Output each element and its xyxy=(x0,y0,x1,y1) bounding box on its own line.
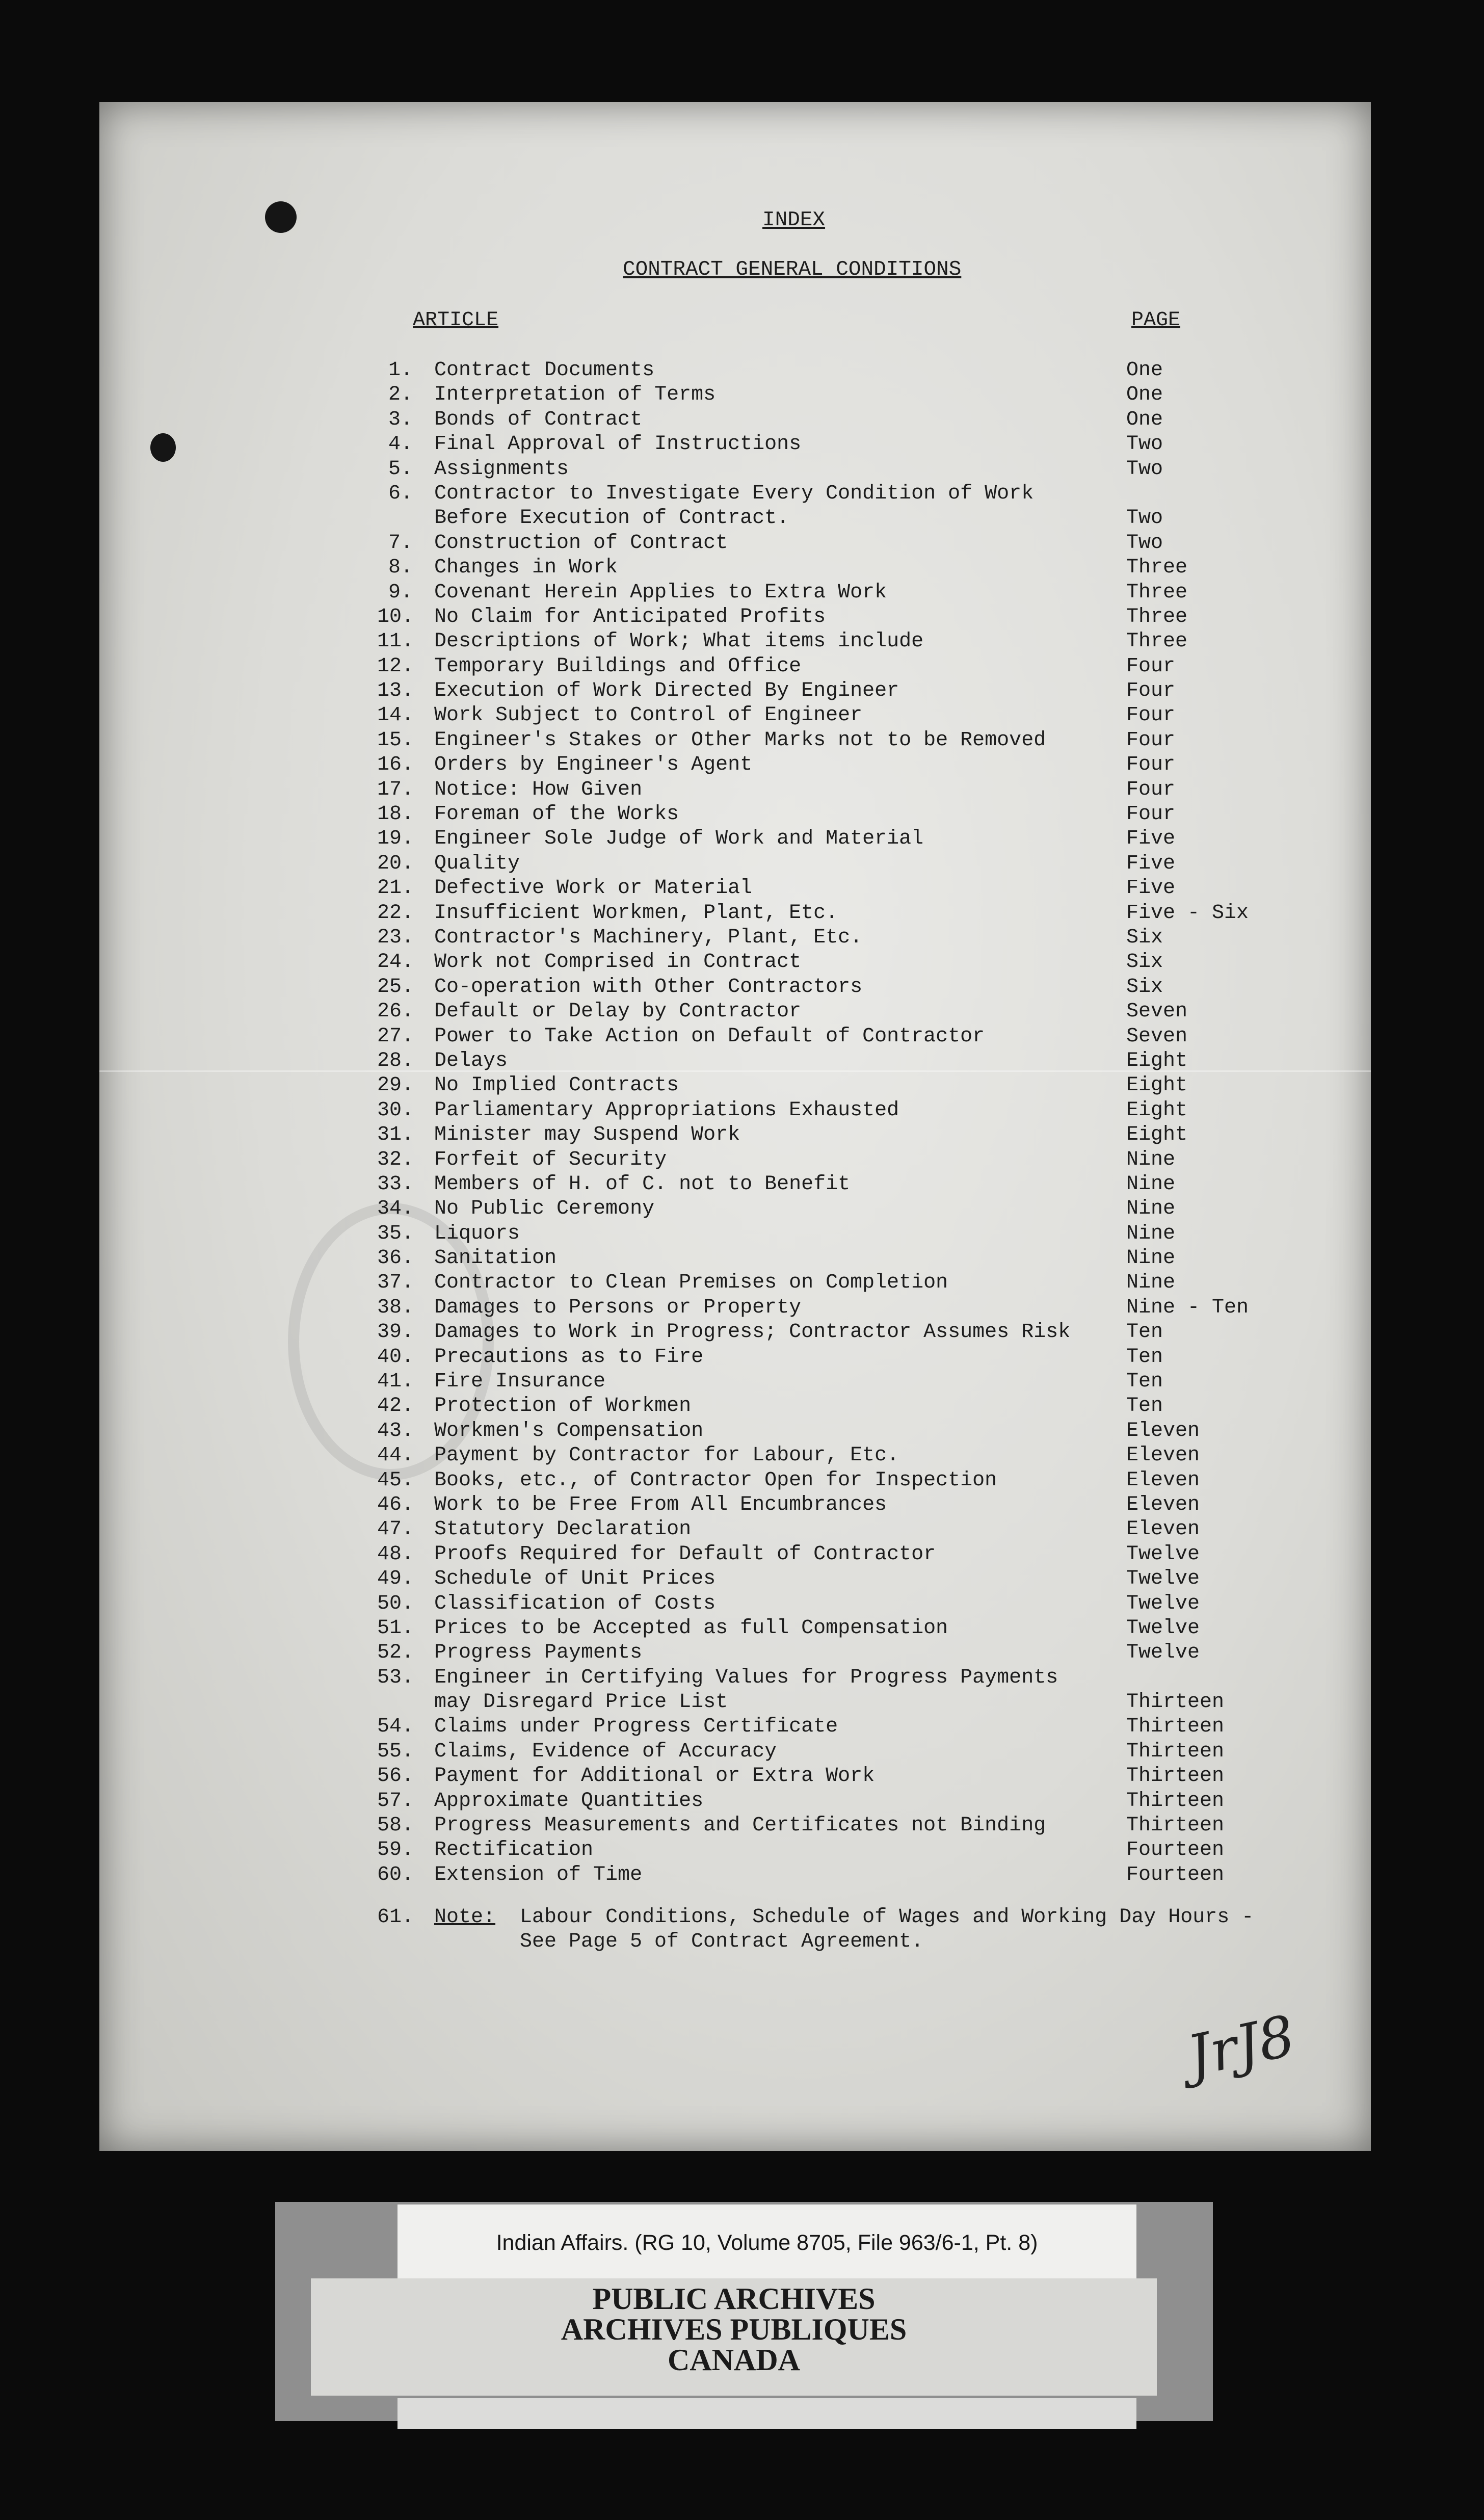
entry-number: 22. xyxy=(377,901,414,925)
entry-page: Six xyxy=(1126,951,1163,974)
page-title: INDEX xyxy=(762,208,826,232)
entry-title: Engineer in Certifying Values for Progress Payments xyxy=(434,1666,1058,1689)
entry-page: Six xyxy=(1126,926,1163,949)
entry-number: 52. xyxy=(377,1641,414,1665)
entry-title: Approximate Quantities xyxy=(434,1789,704,1813)
entry-page: Four xyxy=(1126,728,1176,752)
entry-number: 34. xyxy=(377,1197,414,1221)
entry-title: Delays xyxy=(434,1049,508,1072)
entry-title: Payment by Contractor for Labour, Etc. xyxy=(434,1444,899,1467)
index-entry xyxy=(377,1715,1335,1739)
entry-number: 12. xyxy=(377,654,414,678)
index-entry xyxy=(377,1370,1335,1394)
entry-page: Thirteen xyxy=(1126,1715,1225,1739)
index-entry xyxy=(377,1666,1335,1690)
entry-number: 37. xyxy=(377,1271,414,1295)
entry-number: 54. xyxy=(377,1715,414,1739)
entry-title: Interpretation of Terms xyxy=(434,383,716,407)
index-entry xyxy=(377,1814,1335,1838)
entry-number: 48. xyxy=(377,1542,414,1566)
entry-page: Four xyxy=(1126,778,1176,801)
entry-number: 27. xyxy=(377,1025,414,1048)
entry-title: Extension of Time xyxy=(434,1863,643,1886)
index-entry xyxy=(377,1148,1335,1172)
note-text-line2: See Page 5 of Contract Agreement. xyxy=(520,1930,924,1954)
entry-number: 50. xyxy=(377,1592,414,1615)
entry-number: 42. xyxy=(377,1395,414,1418)
index-entry xyxy=(377,876,1335,901)
entry-number: 3. xyxy=(388,408,413,431)
index-entry xyxy=(377,1025,1335,1049)
entry-number: 53. xyxy=(377,1666,414,1689)
index-entry xyxy=(377,1764,1335,1789)
index-entry xyxy=(377,975,1335,1000)
entry-title: Contract Documents xyxy=(434,359,655,382)
entry-page: Eleven xyxy=(1126,1419,1200,1442)
entry-page: Nine - Ten xyxy=(1126,1296,1249,1319)
index-entry xyxy=(377,482,1335,506)
entry-number: 29. xyxy=(377,1074,414,1097)
entry-title: Progress Payments xyxy=(434,1641,643,1665)
entry-title: Claims, Evidence of Accuracy xyxy=(434,1740,777,1763)
index-entry xyxy=(377,506,1335,531)
entry-page: Eleven xyxy=(1126,1518,1200,1541)
entry-page: Ten xyxy=(1126,1370,1163,1394)
entry-title: Work not Comprised in Contract xyxy=(434,951,802,974)
index-entry xyxy=(377,1345,1335,1370)
entry-number: 19. xyxy=(377,827,414,851)
entry-title: Descriptions of Work; What items include xyxy=(434,630,924,653)
handwritten-initials: JrJ8 xyxy=(1181,2003,1301,2089)
archive-label-bottom xyxy=(398,2398,1136,2429)
entry-number: 32. xyxy=(377,1148,414,1171)
index-entry xyxy=(377,926,1335,950)
index-entry xyxy=(377,654,1335,679)
index-entry xyxy=(377,1443,1335,1468)
entry-page: Five xyxy=(1126,852,1176,875)
note-text-line1: Labour Conditions, Schedule of Wages and Working Day Hours - xyxy=(520,1906,1254,1929)
index-entry xyxy=(377,531,1335,556)
entry-page: Seven xyxy=(1126,1025,1188,1048)
entry-title: Power to Take Action on Default of Contractor xyxy=(434,1025,985,1048)
index-entry xyxy=(377,1222,1335,1246)
entry-number xyxy=(377,1690,434,1715)
entry-number: 6. xyxy=(388,482,413,505)
entry-number: 41. xyxy=(377,1370,414,1394)
index-entry xyxy=(377,703,1335,728)
index-entry xyxy=(377,383,1335,407)
entry-page: Nine xyxy=(1126,1222,1176,1245)
entry-number: 39. xyxy=(377,1321,414,1344)
entry-page: Nine xyxy=(1126,1148,1176,1171)
entry-title: Engineer Sole Judge of Work and Material xyxy=(434,827,924,851)
entry-number: 11. xyxy=(377,630,414,653)
entry-number: 4. xyxy=(388,433,413,456)
entry-title: may Disregard Price List xyxy=(434,1691,728,1714)
entry-title: Precautions as to Fire xyxy=(434,1345,704,1369)
entry-title: Changes in Work xyxy=(434,556,618,580)
entry-title: No Implied Contracts xyxy=(434,1074,679,1097)
index-entry xyxy=(377,950,1335,975)
entry-page: Four xyxy=(1126,654,1176,678)
column-header-page: PAGE xyxy=(1131,309,1181,332)
page-subtitle: CONTRACT GENERAL CONDITIONS xyxy=(623,258,962,281)
entry-page: Three xyxy=(1126,556,1188,580)
entry-page: Three xyxy=(1126,630,1188,653)
index-entry xyxy=(377,1592,1335,1616)
entry-title: Members of H. of C. not to Benefit xyxy=(434,1172,851,1196)
entry-title: Notice: How Given xyxy=(434,778,643,801)
entry-number: 44. xyxy=(377,1444,414,1467)
entry-title: Covenant Herein Applies to Extra Work xyxy=(434,581,887,604)
punch-hole-middle xyxy=(150,433,176,462)
entry-page: Three xyxy=(1126,581,1188,604)
entry-title: Fire Insurance xyxy=(434,1370,606,1394)
index-entry xyxy=(377,432,1335,457)
index-entry xyxy=(377,1493,1335,1517)
index-entry xyxy=(377,1172,1335,1197)
index-entry xyxy=(377,1000,1335,1024)
entry-number: 13. xyxy=(377,679,414,703)
entry-page: Four xyxy=(1126,704,1176,727)
entry-page: Five xyxy=(1126,827,1176,851)
entry-number: 14. xyxy=(377,704,414,727)
entry-title: Claims under Progress Certificate xyxy=(434,1715,838,1739)
index-entry xyxy=(377,1542,1335,1567)
index-entry xyxy=(377,753,1335,777)
index-entry xyxy=(377,1567,1335,1591)
entry-number: 2. xyxy=(388,383,413,407)
entry-title: Books, etc., of Contractor Open for Inspection xyxy=(434,1468,997,1492)
index-entry xyxy=(377,1616,1335,1641)
entry-page: Twelve xyxy=(1126,1641,1200,1665)
entry-page: Nine xyxy=(1126,1247,1176,1270)
entry-title: Work to be Free From All Encumbrances xyxy=(434,1493,887,1516)
entry-title: Minister may Suspend Work xyxy=(434,1123,740,1147)
entry-title: No Public Ceremony xyxy=(434,1197,655,1221)
entry-title: Workmen's Compensation xyxy=(434,1419,704,1442)
entry-title: Prices to be Accepted as full Compensation xyxy=(434,1616,948,1640)
entry-page: Eight xyxy=(1126,1074,1188,1097)
entry-title: Damages to Persons or Property xyxy=(434,1296,802,1319)
entry-title: Payment for Additional or Extra Work xyxy=(434,1765,875,1788)
index-entry xyxy=(377,1197,1335,1221)
entry-number: 9. xyxy=(388,581,413,604)
entry-title: Bonds of Contract xyxy=(434,408,643,431)
index-entry xyxy=(377,408,1335,432)
entry-page: Fourteen xyxy=(1126,1863,1225,1886)
entry-number: 24. xyxy=(377,951,414,974)
entry-page: Three xyxy=(1126,605,1188,628)
entry-title: Foreman of the Works xyxy=(434,803,679,826)
entry-number: 20. xyxy=(377,852,414,875)
entry-number: 25. xyxy=(377,975,414,999)
index-entry xyxy=(377,852,1335,876)
archive-reference: Indian Affairs. (RG 10, Volume 8705, File 963/6-1, Pt. 8) xyxy=(496,2230,1038,2255)
entry-page: One xyxy=(1126,359,1163,382)
entry-title: Defective Work or Material xyxy=(434,877,753,900)
entry-page: Nine xyxy=(1126,1271,1176,1295)
index-entry xyxy=(377,1517,1335,1542)
index-entry xyxy=(377,1789,1335,1814)
entry-title: Schedule of Unit Prices xyxy=(434,1567,716,1591)
index-entry xyxy=(377,1838,1335,1862)
index-entry xyxy=(377,605,1335,629)
entry-number: 51. xyxy=(377,1616,414,1640)
entry-page: Thirteen xyxy=(1126,1691,1225,1714)
index-entry xyxy=(377,901,1335,926)
entry-title: Contractor's Machinery, Plant, Etc. xyxy=(434,926,863,949)
entry-number: 31. xyxy=(377,1123,414,1147)
entry-number: 28. xyxy=(377,1049,414,1072)
entry-page: Nine xyxy=(1126,1197,1176,1221)
index-list xyxy=(377,358,1335,1887)
note-spacer xyxy=(495,1905,520,1930)
entry-title: Construction of Contract xyxy=(434,531,728,555)
entry-number: 15. xyxy=(377,728,414,752)
entry-number: 21. xyxy=(377,877,414,900)
entry-number: 40. xyxy=(377,1345,414,1369)
index-entry xyxy=(377,1468,1335,1493)
index-entry xyxy=(377,629,1335,654)
entry-page: Ten xyxy=(1126,1345,1163,1369)
note-number: 61. xyxy=(377,1906,414,1929)
entry-title: Engineer's Stakes or Other Marks not to be Removed xyxy=(434,728,1046,752)
entry-number: 1. xyxy=(388,359,413,382)
entry-page: Four xyxy=(1126,753,1176,777)
entry-page: Five xyxy=(1126,877,1176,900)
entry-page: Two xyxy=(1126,457,1163,481)
entry-title: Contractor to Investigate Every Condition of Work xyxy=(434,482,1034,505)
index-entry xyxy=(377,1246,1335,1271)
entry-number: 55. xyxy=(377,1740,414,1763)
entry-number: 10. xyxy=(377,605,414,628)
entry-number: 5. xyxy=(388,457,413,481)
entry-number: 43. xyxy=(377,1419,414,1442)
index-entry xyxy=(377,778,1335,802)
entry-page: Eleven xyxy=(1126,1444,1200,1467)
entry-title: Statutory Declaration xyxy=(434,1518,692,1541)
index-entry xyxy=(377,1394,1335,1419)
archive-stamp xyxy=(311,2283,1157,2375)
index-entry xyxy=(377,1690,1335,1715)
entry-number: 36. xyxy=(377,1247,414,1270)
entry-page: Eleven xyxy=(1126,1493,1200,1516)
archive-line-2: ARCHIVES PUBLIQUES xyxy=(561,2313,907,2346)
index-entry xyxy=(377,1098,1335,1123)
entry-title: Proofs Required for Default of Contractor xyxy=(434,1542,936,1566)
archive-line-3: CANADA xyxy=(668,2343,800,2377)
entry-title: Protection of Workmen xyxy=(434,1395,692,1418)
entry-title: Sanitation xyxy=(434,1247,557,1270)
entry-page: Four xyxy=(1126,679,1176,703)
entry-title: Work Subject to Control of Engineer xyxy=(434,704,863,727)
entry-page: Thirteen xyxy=(1126,1765,1225,1788)
entry-number: 60. xyxy=(377,1863,414,1886)
entry-page: Five - Six xyxy=(1126,901,1249,925)
index-entry xyxy=(377,1123,1335,1147)
entry-page: One xyxy=(1126,383,1163,407)
entry-page: Ten xyxy=(1126,1395,1163,1418)
entry-page: Twelve xyxy=(1126,1616,1200,1640)
entry-title: Damages to Work in Progress; Contractor Assumes Risk xyxy=(434,1321,1071,1344)
entry-number: 35. xyxy=(377,1222,414,1245)
index-entry xyxy=(377,1641,1335,1665)
entry-page: Twelve xyxy=(1126,1592,1200,1615)
entry-number: 59. xyxy=(377,1839,414,1862)
entry-title: Parliamentary Appropriations Exhausted xyxy=(434,1098,899,1122)
index-entry xyxy=(377,1320,1335,1345)
entry-number xyxy=(377,506,434,531)
entry-page: Twelve xyxy=(1126,1542,1200,1566)
entry-number: 18. xyxy=(377,803,414,826)
entry-number: 17. xyxy=(377,778,414,801)
entry-title: Co-operation with Other Contractors xyxy=(434,975,863,999)
entry-title: Execution of Work Directed By Engineer xyxy=(434,679,899,703)
entry-page: Thirteen xyxy=(1126,1814,1225,1838)
entry-page: Nine xyxy=(1126,1172,1176,1196)
entry-number: 57. xyxy=(377,1789,414,1813)
entry-page: Fourteen xyxy=(1126,1839,1225,1862)
entry-title: Default or Delay by Contractor xyxy=(434,1000,802,1023)
index-entry xyxy=(377,581,1335,605)
index-entry xyxy=(377,1049,1335,1073)
entry-page: One xyxy=(1126,408,1163,431)
entry-page: Twelve xyxy=(1126,1567,1200,1591)
entry-number: 58. xyxy=(377,1814,414,1838)
index-entry xyxy=(377,827,1335,851)
note-block xyxy=(377,1905,1345,1955)
index-entry xyxy=(377,728,1335,753)
note-indent xyxy=(377,1930,520,1954)
entry-title: Quality xyxy=(434,852,520,875)
index-entry xyxy=(377,1271,1335,1295)
entry-title: Contractor to Clean Premises on Completion xyxy=(434,1271,948,1295)
index-entry xyxy=(377,1419,1335,1443)
entry-page: Four xyxy=(1126,803,1176,826)
entry-number: 47. xyxy=(377,1518,414,1541)
entry-number: 56. xyxy=(377,1765,414,1788)
entry-title: Liquors xyxy=(434,1222,520,1245)
index-entry xyxy=(377,679,1335,703)
entry-title: Orders by Engineer's Agent xyxy=(434,753,753,777)
entry-page: Six xyxy=(1126,975,1163,999)
entry-title: Assignments xyxy=(434,457,569,481)
entry-page: Two xyxy=(1126,507,1163,530)
index-entry xyxy=(377,556,1335,580)
index-entry xyxy=(377,358,1335,383)
entry-number: 45. xyxy=(377,1468,414,1492)
index-entry xyxy=(377,1740,1335,1764)
index-entry xyxy=(377,802,1335,827)
entry-page: Eight xyxy=(1126,1123,1188,1147)
index-entry xyxy=(377,1296,1335,1320)
entry-page: Thirteen xyxy=(1126,1740,1225,1763)
entry-page: Two xyxy=(1126,531,1163,555)
entry-page: Seven xyxy=(1126,1000,1188,1023)
note-line-1 xyxy=(377,1905,1345,1930)
entry-number: 49. xyxy=(377,1567,414,1591)
entry-page: Eight xyxy=(1126,1049,1188,1072)
entry-number: 7. xyxy=(388,531,413,555)
entry-title: Before Execution of Contract. xyxy=(434,507,789,530)
index-entry xyxy=(377,457,1335,482)
entry-title: Temporary Buildings and Office xyxy=(434,654,802,678)
entry-number: 26. xyxy=(377,1000,414,1023)
entry-title: Forfeit of Security xyxy=(434,1148,667,1171)
archive-line-1: PUBLIC ARCHIVES xyxy=(592,2282,876,2316)
entry-number: 33. xyxy=(377,1172,414,1196)
entry-number: 16. xyxy=(377,753,414,777)
entry-title: Insufficient Workmen, Plant, Etc. xyxy=(434,901,838,925)
entry-title: Progress Measurements and Certificates not Binding xyxy=(434,1814,1046,1838)
entry-title: No Claim for Anticipated Profits xyxy=(434,605,826,628)
entry-page: Thirteen xyxy=(1126,1789,1225,1813)
entry-title: Final Approval of Instructions xyxy=(434,433,802,456)
entry-number: 30. xyxy=(377,1098,414,1122)
entry-title: Classification of Costs xyxy=(434,1592,716,1615)
entry-number: 46. xyxy=(377,1493,414,1516)
entry-number: 23. xyxy=(377,926,414,949)
entry-number: 8. xyxy=(388,556,413,580)
column-header-article: ARTICLE xyxy=(413,309,499,332)
entry-page: Eleven xyxy=(1126,1468,1200,1492)
punch-hole-top xyxy=(265,201,297,233)
entry-page: Ten xyxy=(1126,1321,1163,1344)
note-line-2 xyxy=(377,1930,1345,1954)
note-label: Note: xyxy=(434,1906,496,1929)
entry-page: Eight xyxy=(1126,1098,1188,1122)
index-entry xyxy=(377,1863,1335,1887)
index-entry xyxy=(377,1073,1335,1098)
entry-title: Rectification xyxy=(434,1839,594,1862)
entry-page: Two xyxy=(1126,433,1163,456)
entry-number: 38. xyxy=(377,1296,414,1319)
